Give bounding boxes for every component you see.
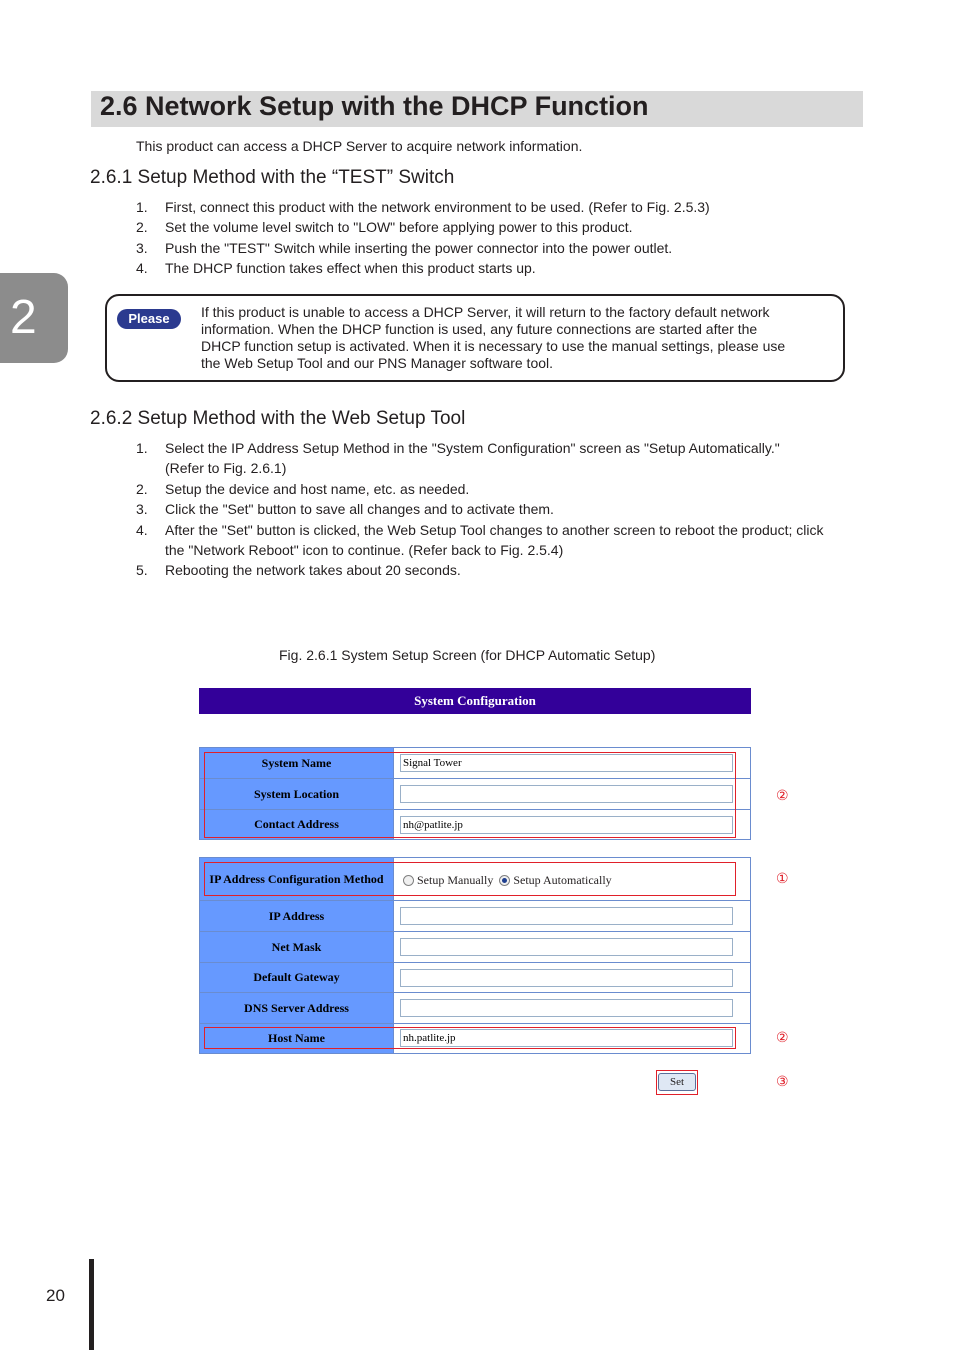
list-text: Set the volume level switch to "LOW" before applying power to this product. <box>165 219 633 235</box>
highlight-box-method <box>204 862 736 896</box>
list-number: 2. <box>136 481 148 497</box>
note-text <box>201 304 785 372</box>
contact-address-label: Contact Address <box>200 810 394 839</box>
marker-1-method: ① <box>776 870 789 886</box>
footer-rule <box>89 1259 94 1350</box>
list-text: Push the "TEST" Switch while inserting the power connector into the power outlet. <box>165 240 673 256</box>
table-row <box>200 993 750 1024</box>
dns-server-input[interactable] <box>400 999 733 1017</box>
default-gateway-label: Default Gateway <box>200 963 394 992</box>
note-line: DHCP function setup is activated. When it is necessary to use the manual settings, please use <box>201 338 786 354</box>
page-number: 20 <box>46 1286 65 1305</box>
list-text: First, connect this product with the network environment to be used. (Refer to Fig. 2.5.3) <box>165 199 710 215</box>
list-number: 1. <box>136 440 148 456</box>
list-text: Setup the device and host name, etc. as needed. <box>165 481 470 497</box>
highlight-box-hostname <box>204 1027 736 1049</box>
contact-address-input[interactable]: nh@patlite.jp <box>400 816 733 834</box>
list-number: 4. <box>136 260 148 276</box>
note-line: the Web Setup Tool and our PNS Manager software tool. <box>201 355 554 371</box>
list-text: Rebooting the network takes about 20 seconds. <box>165 562 461 578</box>
list-text: After the "Set" button is clicked, the Web Setup Tool changes to another screen to reboot the product; click <box>165 522 824 538</box>
list-text: Select the IP Address Setup Method in the "System Configuration" screen as "Setup Automatically." <box>165 440 780 456</box>
ip-address-label: IP Address <box>200 901 394 931</box>
default-gateway-input[interactable] <box>400 969 733 987</box>
net-mask-input[interactable] <box>400 938 733 956</box>
host-name-label: Host Name <box>200 1024 394 1053</box>
table-row <box>200 901 750 932</box>
system-name-label: System Name <box>200 748 394 778</box>
list-text: the "Network Reboot" icon to continue. (Refer back to Fig. 2.5.4) <box>165 542 564 558</box>
intro-text: This product can access a DHCP Server to acquire network information. <box>136 138 583 154</box>
table-row <box>200 932 750 963</box>
ip-address-input[interactable] <box>400 907 733 925</box>
set-button[interactable]: Set <box>658 1073 696 1091</box>
system-configuration-title: System Configuration <box>199 688 751 714</box>
system-location-label: System Location <box>200 779 394 809</box>
table-row <box>200 963 750 993</box>
list-number: 3. <box>136 240 148 256</box>
list-number: 4. <box>136 522 148 538</box>
note-line: information. When the DHCP function is used, any future connections are started after the <box>201 321 758 337</box>
subsection-heading-test-switch: 2.6.1 Setup Method with the “TEST” Switch <box>90 167 455 188</box>
list-number: 3. <box>136 501 148 517</box>
host-name-input[interactable]: nh.patlite.jp <box>400 1029 733 1047</box>
figure-caption: Fig. 2.6.1 System Setup Screen (for DHCP Automatic Setup) <box>279 647 656 663</box>
subsection-heading-web-setup: 2.6.2 Setup Method with the Web Setup Tool <box>90 408 466 429</box>
marker-2-system: ② <box>776 787 789 803</box>
section-title: 2.6 Network Setup with the DHCP Function <box>100 91 649 121</box>
dns-server-label: DNS Server Address <box>200 993 394 1023</box>
marker-3-set: ③ <box>776 1073 789 1089</box>
list-number: 5. <box>136 562 148 578</box>
radio-label-auto: Setup Automatically <box>513 873 612 887</box>
please-badge: Please <box>117 309 181 329</box>
radio-label-manual: Setup Manually <box>417 873 494 887</box>
marker-2-hostname: ② <box>776 1029 789 1045</box>
system-name-input[interactable]: Signal Tower <box>400 754 733 772</box>
list-number: 2. <box>136 219 148 235</box>
list-text: Click the "Set" button to save all changes and to activate them. <box>165 501 554 517</box>
net-mask-label: Net Mask <box>200 932 394 962</box>
highlight-box-system <box>204 752 736 838</box>
ip-config-method-label: IP Address Configuration Method <box>200 858 394 900</box>
list-text: The DHCP function takes effect when this product starts up. <box>165 260 536 276</box>
chapter-number: 2 <box>10 291 37 344</box>
highlight-box-set <box>656 1070 698 1095</box>
list-number: 1. <box>136 199 148 215</box>
list-text: (Refer to Fig. 2.6.1) <box>165 460 287 476</box>
note-line: If this product is unable to access a DHCP Server, it will return to the factory default network <box>201 304 770 320</box>
